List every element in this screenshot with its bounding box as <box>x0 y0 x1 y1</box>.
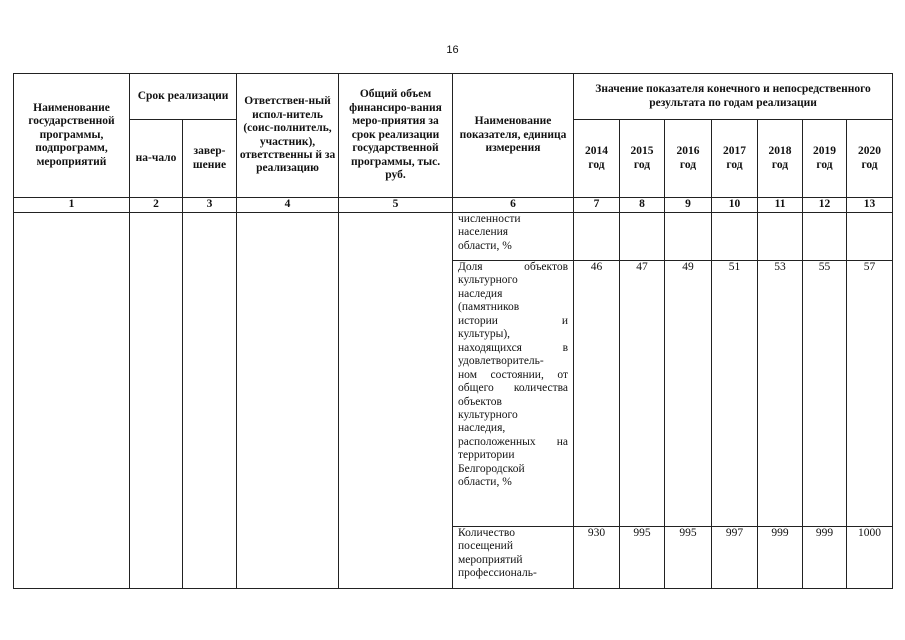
indicator-line: ном состоянии, от <box>458 368 569 381</box>
indicator-line: наследия, <box>458 422 506 435</box>
value-2019: 999 <box>803 527 847 589</box>
responsible-cell <box>237 213 339 589</box>
indicator-line: общего количества <box>458 382 569 395</box>
indicator-line: объектов <box>458 395 502 408</box>
header-year-2017: 2017 год <box>712 120 758 198</box>
indicator-line: области, % <box>458 476 512 489</box>
column-number: 1 <box>14 198 130 213</box>
value-2017 <box>712 213 758 261</box>
indicator-line: численности <box>458 213 521 225</box>
column-number: 3 <box>183 198 237 213</box>
column-number: 7 <box>574 198 620 213</box>
indicator-table <box>13 73 893 589</box>
indicator-line: Белгородской <box>458 462 525 475</box>
indicator-line: Доля объектов <box>458 261 569 273</box>
value-2016: 49 <box>665 261 712 527</box>
header-term: Срок реализации <box>130 74 237 120</box>
value-2017: 997 <box>712 527 758 589</box>
value-2015 <box>620 213 665 261</box>
value-2018 <box>758 213 803 261</box>
column-number: 12 <box>803 198 847 213</box>
indicator-line: населения <box>458 226 509 239</box>
indicator-line: расположенных на <box>458 435 569 448</box>
indicator-line: области, % <box>458 239 512 252</box>
value-2016: 995 <box>665 527 712 589</box>
indicator-line: профессиональ- <box>458 567 537 580</box>
header-year-2015: 2015 год <box>620 120 665 198</box>
indicator-cell <box>453 213 574 261</box>
funding-cell <box>339 213 453 589</box>
value-2020: 57 <box>847 261 893 527</box>
indicator-line: Количество <box>458 527 516 539</box>
page-number: 16 <box>446 44 459 56</box>
indicator-line: культурного <box>458 274 518 287</box>
indicator-line: удовлетворитель- <box>458 355 544 368</box>
value-2020 <box>847 213 893 261</box>
header-funding-volume: Общий объем финансиро-вания меро-приятия за срок реализации государственной программы, тыс. руб. <box>339 74 453 198</box>
indicator-cell <box>453 527 574 589</box>
header-year-2018: 2018 год <box>758 120 803 198</box>
value-2014: 930 <box>574 527 620 589</box>
value-2019 <box>803 213 847 261</box>
column-number: 2 <box>130 198 183 213</box>
value-2014 <box>574 213 620 261</box>
value-2015: 995 <box>620 527 665 589</box>
value-2018: 999 <box>758 527 803 589</box>
header-values-title: Значение показателя конечного и непосредственного результата по годам реализации <box>574 74 893 120</box>
indicator-line: мероприятий <box>458 553 523 566</box>
column-number: 11 <box>758 198 803 213</box>
value-2019: 55 <box>803 261 847 527</box>
header-year-2020: 2020 год <box>847 120 893 198</box>
column-number: 5 <box>339 198 453 213</box>
header-year-2019: 2019 год <box>803 120 847 198</box>
value-2014: 46 <box>574 261 620 527</box>
indicator-line: (памятников <box>458 301 520 314</box>
column-number-row <box>14 198 893 213</box>
header-year-2016: 2016 год <box>665 120 712 198</box>
header-year-2014: 2014 год <box>574 120 620 198</box>
end-cell <box>183 213 237 589</box>
indicator-line: посещений <box>458 540 513 553</box>
table-row <box>14 213 893 261</box>
indicator-cell <box>453 261 574 527</box>
value-2018: 53 <box>758 261 803 527</box>
header-indicator-name: Наименование показателя, единица измерения <box>453 74 574 198</box>
value-2016 <box>665 213 712 261</box>
column-number: 8 <box>620 198 665 213</box>
column-number: 9 <box>665 198 712 213</box>
program-name-cell <box>14 213 130 589</box>
column-number: 13 <box>847 198 893 213</box>
indicator-line: культуры), <box>458 328 511 341</box>
value-2015: 47 <box>620 261 665 527</box>
indicator-line: истории и <box>458 314 569 327</box>
indicator-line: наследия <box>458 287 503 300</box>
header-responsible: Ответствен-ный испол-нитель (соис-полнитель, участник), ответственны й за реализацию <box>237 74 339 198</box>
value-2020: 1000 <box>847 527 893 589</box>
value-2017: 51 <box>712 261 758 527</box>
column-number: 6 <box>453 198 574 213</box>
header-end: завер-шение <box>183 120 237 198</box>
column-number: 4 <box>237 198 339 213</box>
column-number: 10 <box>712 198 758 213</box>
indicator-line: находящихся в <box>458 341 569 354</box>
start-cell <box>130 213 183 589</box>
header-start: на-чало <box>130 120 183 198</box>
indicator-line: территории <box>458 449 515 462</box>
indicator-line: культурного <box>458 408 518 421</box>
header-program-name: Наименование государственной программы, подпрограмм, мероприятий <box>14 74 130 198</box>
